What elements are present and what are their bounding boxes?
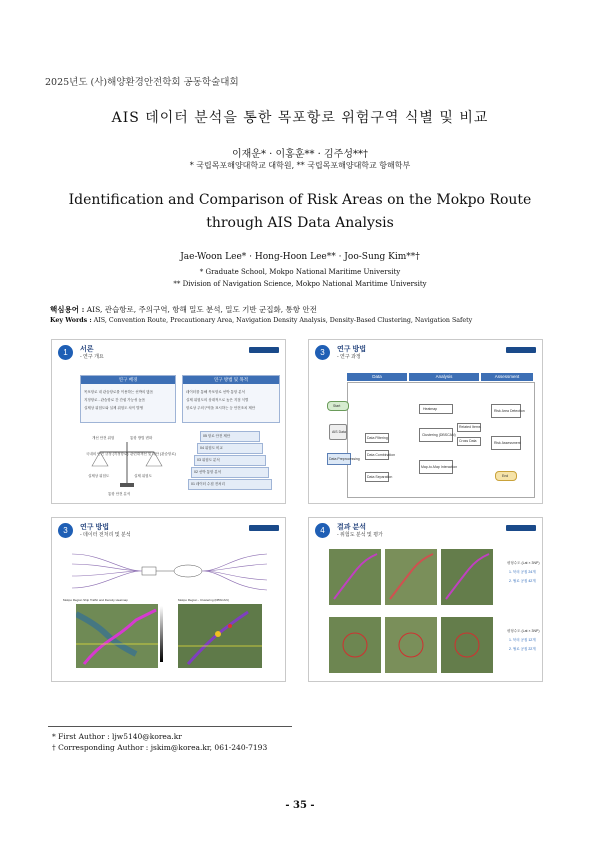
keywords-english-label: Key Words :: [50, 317, 92, 324]
step-box: 04 위험도 비교: [197, 443, 263, 454]
slide-intro: [51, 339, 286, 504]
university-logo: [249, 347, 279, 353]
footnote-corresponding-author: † Corresponding Author : jskim@korea.kr, 061-240-7193: [52, 743, 268, 752]
slide-title: 연구 방법: [337, 346, 366, 353]
flow-node: Data Filtering: [365, 433, 389, 443]
heatmap-colorbar: [160, 606, 163, 662]
page-number: - 35 -: [285, 800, 315, 811]
legend-text: 2. 혈로 공집 22개: [509, 647, 536, 651]
purpose-box: [182, 375, 280, 423]
slide-title: 연구 방법: [80, 524, 109, 531]
flow-node: Heatmap: [419, 404, 453, 414]
slide-subtitle: - 위험도 분석 및 평가: [337, 532, 383, 538]
flow-node: Data Preprocessing: [327, 453, 351, 465]
purpose-item: 실제 위험도의 상대적으로 높은 지점 식별: [186, 398, 249, 402]
slide-subtitle: - 연구 과정: [337, 354, 361, 360]
column-header: Assessment: [481, 373, 533, 381]
slide-number: 1: [58, 345, 73, 360]
university-logo: [506, 347, 536, 353]
flow-node: AIS Data: [329, 424, 347, 440]
keywords-korean-label: 핵심용어 :: [50, 305, 85, 314]
conference-header: 2025년도 (사)해양환경안전학회 공동학술대회: [45, 77, 239, 88]
background-item: 실제상 위험도와 실제 위험도 차이 발생: [84, 406, 143, 410]
slide-data-preprocessing: [51, 517, 286, 682]
keywords-korean: [50, 304, 317, 315]
slide-title: 서론: [80, 346, 94, 353]
purpose-header: 연구 방법 및 목적: [183, 376, 279, 384]
slide-subtitle: - 연구 개요: [80, 354, 104, 360]
slide-number: 4: [315, 523, 330, 538]
background-item: 목포항로 내 관습항로를 이용하는 선박의 많음: [84, 390, 154, 394]
legend-text: 1. 북의 공집 12개: [509, 638, 536, 642]
purpose-item: 항로상 주의구역을 표시하는 등 안전조치 제안: [186, 406, 256, 410]
column-header: Data: [347, 373, 407, 381]
result-map: [441, 617, 493, 673]
legend-text: 평형수도 (Lat × 3NP): [507, 629, 540, 633]
affiliation-english-2: ** Division of Navigation Science, Mokpo National Maritime University: [173, 280, 427, 288]
footnote-divider: [48, 726, 292, 727]
diagram-label: 관련대책선 및 대안 (관습항로): [130, 452, 176, 456]
background-item: 지정항로 - 관습항로 간 간섭 가능성 높음: [84, 398, 146, 402]
diagram-label: 국내외 안전 규정 (지정항로): [86, 452, 129, 456]
affiliation-korean: * 국립목포해양대학교 대학원, ** 국립목포해양대학교 항해학부: [189, 161, 411, 170]
flow-node: Map-to-Map Interaction: [419, 460, 453, 474]
title-korean: AIS 데이터 분석을 통한 목포항로 위험구역 식별 및 비교: [111, 110, 489, 126]
keywords-korean-text: AIS, 관습항로, 주의구역, 항해 밀도 분석, 밀도 기반 군집화, 통항 안전: [86, 305, 317, 314]
university-logo: [506, 525, 536, 531]
purpose-item: 데이터를 통해 목포항로 선박 통항 분석: [186, 390, 245, 394]
university-logo: [249, 525, 279, 531]
flow-node: Data Separation: [365, 472, 389, 482]
background-box: [80, 375, 176, 423]
map-title: Mokpo Region - Clustering (DBSCAN): [178, 598, 229, 602]
keywords-english: [50, 317, 472, 324]
diagram-label: 실제상 위험도: [88, 474, 110, 478]
diagram-label: 개선 안전 위험: [92, 436, 115, 440]
flow-node: Data Combination: [365, 450, 389, 460]
title-english-line1: Identification and Comparison of Risk Areas on the Mokpo Route: [68, 192, 532, 208]
step-box: 02 선박 통항 분석: [191, 467, 269, 478]
step-box: 05 항로 안전 제안: [200, 431, 260, 442]
slide-research-process: [308, 339, 543, 504]
flow-node: End: [495, 471, 517, 481]
flow-node: Clustering (DBSCAN): [419, 428, 453, 442]
traffic-heatmap: [76, 604, 158, 668]
affiliation-english-1: * Graduate School, Mokpo National Maritime University: [199, 268, 401, 276]
legend-text: 1. 북의 공집 24개: [509, 570, 536, 574]
slide-number: 3: [315, 345, 330, 360]
title-english: [40, 189, 560, 235]
flow-node: Cross Data: [457, 437, 481, 446]
title-english-line2: through AIS Data Analysis: [206, 215, 394, 231]
clustering-map: [178, 604, 262, 668]
keywords-english-text: AIS, Convention Route, Precautionary Area, Navigation Density Analysis, Density-Based Clustering, Navigation Safety: [93, 317, 473, 324]
slide-subtitle: - 데이터 전처리 및 분석: [80, 532, 131, 538]
legend-text: 평형수도 (Lat × 3NP): [507, 561, 540, 565]
preprocessing-flow-diagram: [62, 546, 277, 596]
result-map: [441, 549, 493, 605]
result-map: [329, 617, 381, 673]
flow-node: Related Items: [457, 423, 481, 432]
result-map: [385, 549, 437, 605]
column-header: Analysis: [409, 373, 479, 381]
flow-node: Start: [327, 401, 349, 411]
authors-korean: 이재운* · 이홍훈** · 김주성**†: [231, 149, 368, 160]
heatmap-overlay: [76, 604, 158, 668]
authors-english: Jae-Woon Lee* · Hong-Hoon Lee** · Joo-Sung Kim**†: [180, 252, 420, 262]
map-title: Mokpo Region Ship Traffic and Density Heatmap: [63, 598, 128, 602]
slide-title: 결과 분석: [337, 524, 366, 531]
flow-node: Risk Area Detection: [491, 404, 521, 418]
diagram-label: 통항 안전 분석: [108, 492, 131, 496]
legend-text: 2. 혈로 공집 42개: [509, 579, 536, 583]
footnote-first-author: * First Author : ljw5140@korea.kr: [52, 732, 182, 741]
background-header: 연구 배경: [81, 376, 175, 384]
step-box: 03 위험도 분석: [194, 455, 266, 466]
slide-results: [308, 517, 543, 682]
diagram-label: 통항 방법 변화: [130, 436, 153, 440]
result-map: [329, 549, 381, 605]
slide-number: 3: [58, 523, 73, 538]
step-box: 01 데이터 수집 전처리: [188, 479, 272, 490]
flow-node: Risk Assessment: [491, 436, 521, 450]
cluster-overlay: [178, 604, 262, 668]
diagram-label: 실제 위험도: [134, 474, 152, 478]
result-map: [385, 617, 437, 673]
